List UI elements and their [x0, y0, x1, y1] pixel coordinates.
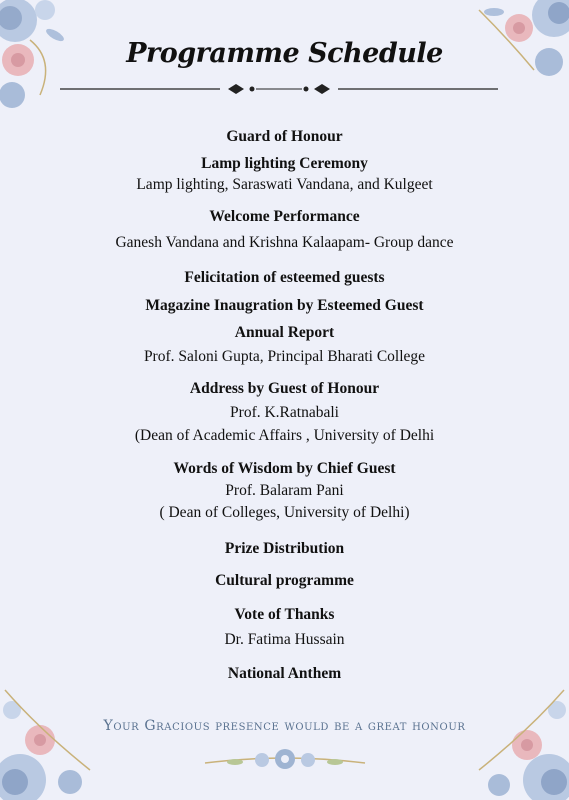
- ornamental-divider: [60, 80, 498, 98]
- floral-corner-bottom-left: [0, 670, 110, 800]
- item-lamp-lighting-heading: Lamp lighting Ceremony: [201, 155, 368, 172]
- item-vote-of-thanks-speaker: Dr. Fatima Hussain: [224, 631, 345, 648]
- item-address-heading: Address by Guest of Honour: [189, 380, 380, 397]
- item-prize-distribution: Prize Distribution: [224, 540, 345, 557]
- item-address-speaker: Prof. K.Ratnabali: [230, 404, 339, 421]
- item-national-anthem: National Anthem: [227, 665, 342, 682]
- item-wisdom-role: ( Dean of Colleges, University of Delhi): [159, 504, 410, 521]
- item-welcome-heading: Welcome Performance: [209, 208, 360, 225]
- item-lamp-lighting-detail: Lamp lighting, Saraswati Vandana, and Kulgeet: [136, 176, 433, 193]
- page-title: Programme Schedule: [126, 38, 443, 69]
- item-magazine-inauguration: Magazine Inaugration by Esteemed Guest: [145, 297, 424, 314]
- item-annual-report-detail: Prof. Saloni Gupta, Principal Bharati College: [143, 348, 426, 365]
- floral-garland-bottom: [200, 745, 370, 775]
- item-welcome-detail: Ganesh Vandana and Krishna Kalaapam- Group dance: [115, 234, 454, 251]
- item-guard-of-honour: Guard of Honour: [226, 128, 343, 145]
- item-wisdom-speaker: Prof. Balaram Pani: [225, 482, 344, 499]
- footer-honour-note: Your Gracious presence would be a great honour: [103, 718, 466, 734]
- item-vote-of-thanks-heading: Vote of Thanks: [234, 606, 335, 623]
- item-cultural-programme: Cultural programme: [215, 572, 354, 589]
- item-felicitation: Felicitation of esteemed guests: [184, 269, 385, 286]
- item-wisdom-heading: Words of Wisdom by Chief Guest: [173, 460, 396, 477]
- item-annual-report-heading: Annual Report: [234, 324, 335, 341]
- item-address-role: (Dean of Academic Affairs , University of Delhi: [134, 427, 435, 444]
- floral-corner-bottom-right: [459, 670, 569, 800]
